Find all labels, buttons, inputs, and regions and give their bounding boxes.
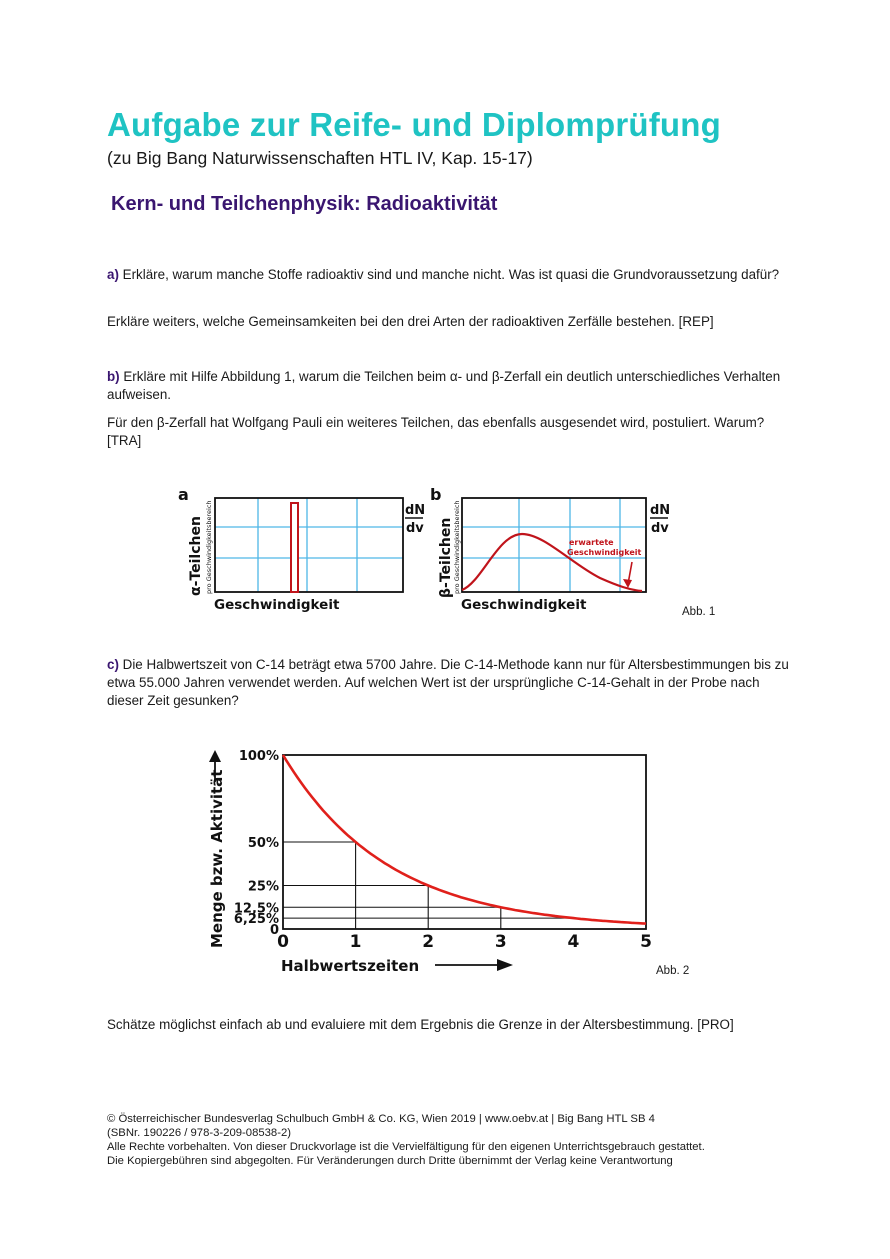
page-subtitle: (zu Big Bang Naturwissenschaften HTL IV, Kap. 15-17) bbox=[107, 148, 533, 168]
x-tick-5: 5 bbox=[640, 932, 652, 952]
panel-b-annotation-2: Geschwindigkeit bbox=[567, 548, 642, 557]
task-a-label: a) bbox=[107, 267, 119, 282]
y-tick-0: 0 bbox=[269, 923, 279, 938]
task-c-text-2: Schätze möglichst einfach ab und evaluiere mit dem Ergebnis die Grenze in der Altersbestimmung. [PRO] bbox=[107, 1017, 734, 1032]
panel-b-grid bbox=[462, 498, 646, 592]
task-a-text-2: Erkläre weiters, welche Gemeinsamkeiten bei den drei Arten der radioaktiven Zerfälle bestehen. [REP] bbox=[107, 314, 714, 329]
task-c-text-1: Die Halbwertszeit von C-14 beträgt etwa 5700 Jahre. Die C-14-Methode kann nur für Altersbestimmungen bis zu etwa 55.000 Jahren verwendet werden. Auf welchen Wert ist der ursprüngliche C-14-Gehalt in der Probe nach dieser Zeit gesunken? bbox=[107, 657, 789, 708]
panel-b-ylabel-sub: pro Geschwindigkeitsbereich bbox=[453, 500, 461, 594]
task-a-paragraph-1 bbox=[107, 266, 797, 284]
panel-a-ylabel-sub: pro Geschwindigkeitsbereich bbox=[205, 500, 213, 594]
copyright-footer bbox=[107, 1112, 705, 1168]
panel-b-dv: dv bbox=[651, 521, 669, 536]
panel-b-annotation-1: erwartete bbox=[569, 538, 614, 547]
footer-line-4: Die Kopiergebühren sind abgegolten. Für Veränderungen durch Dritte übernimmt der Verlag keine Verantwortung bbox=[107, 1155, 673, 1167]
y-axis-arrowhead bbox=[209, 750, 221, 762]
y-tick-6-25: 6,25% bbox=[233, 912, 279, 928]
panel-a-dn: dN bbox=[405, 503, 426, 518]
y-tick-12-5: 12,5% bbox=[233, 901, 279, 917]
panel-b-xlabel: Geschwindigkeit bbox=[461, 597, 587, 613]
x-tick-2: 2 bbox=[422, 932, 435, 952]
figure-2-caption: Abb. 2 bbox=[656, 965, 690, 977]
panel-b-dn: dN bbox=[650, 503, 671, 518]
beta-spectrum-curve bbox=[462, 534, 642, 591]
panel-b-ylabel: β-Teilchen bbox=[438, 517, 454, 598]
x-tick-1: 1 bbox=[349, 932, 362, 952]
chart-ylabel: Menge bzw. Aktivität bbox=[208, 769, 226, 948]
x-axis-arrowhead bbox=[497, 959, 513, 971]
chart-xlabel: Halbwertszeiten bbox=[281, 957, 420, 975]
panel-a-ylabel: α-Teilchen bbox=[188, 516, 204, 596]
panel-a-xlabel: Geschwindigkeit bbox=[214, 597, 340, 613]
alpha-peak-bar bbox=[291, 503, 298, 592]
x-tick-4: 4 bbox=[567, 932, 580, 952]
y-tick-labels bbox=[234, 749, 279, 938]
topic-heading: Kern- und Teilchenphysik: Radioaktivität bbox=[111, 193, 498, 215]
task-c-label: c) bbox=[107, 657, 119, 672]
x-tick-labels bbox=[277, 932, 652, 952]
footer-line-3: Alle Rechte vorbehalten. Von dieser Druckvorlage ist die Vervielfältigung für den eigenen Unterrichtsgebrauch gestattet. bbox=[107, 1141, 705, 1153]
page-title: Aufgabe zur Reife- und Diplomprüfung bbox=[107, 106, 721, 143]
footer-line-2: (SBNr. 190226 / 978-3-209-08538-2) bbox=[107, 1127, 292, 1139]
panel-b bbox=[430, 485, 670, 613]
footer-line-1: © Österreichischer Bundesverlag Schulbuch GmbH & Co. KG, Wien 2019 | www.oebv.at | Big Bang HTL SB 4 bbox=[107, 1113, 655, 1125]
task-b-text-1: Erkläre mit Hilfe Abbildung 1, warum die Teilchen beim α- und β-Zerfall ein deutlich unterschiedliches Verhalten aufweisen. bbox=[107, 369, 781, 402]
y-tick-25: 25% bbox=[247, 879, 279, 895]
y-tick-50: 50% bbox=[247, 836, 279, 851]
decay-chart bbox=[195, 740, 675, 980]
panel-b-letter: b bbox=[430, 485, 442, 504]
task-b-text-2: Für den β-Zerfall hat Wolfgang Pauli ein weiteres Teilchen, das ebenfalls ausgesendet wird, postuliert. Warum? [TRA] bbox=[107, 415, 765, 448]
y-tick-100: 100% bbox=[238, 749, 279, 764]
task-a-text-1: Erkläre, warum manche Stoffe radioaktiv sind und manche nicht. Was ist quasi die Grundvoraussetzung dafür? bbox=[122, 267, 780, 282]
x-tick-3: 3 bbox=[494, 932, 507, 952]
figure-1-caption: Abb. 1 bbox=[682, 606, 716, 618]
panel-b-frame bbox=[462, 498, 646, 592]
task-b-paragraph-1 bbox=[107, 368, 797, 404]
figure-1 bbox=[170, 482, 690, 617]
task-b-label: b) bbox=[107, 369, 120, 384]
task-c-paragraph-1 bbox=[107, 656, 797, 710]
x-tick-0: 0 bbox=[277, 932, 289, 952]
panel-a-frame bbox=[215, 498, 403, 592]
panel-a-grid bbox=[215, 498, 403, 592]
panel-a-dv: dv bbox=[406, 521, 424, 536]
panel-a-letter: a bbox=[178, 485, 189, 504]
decay-curve bbox=[283, 755, 646, 924]
panel-a bbox=[178, 485, 425, 613]
